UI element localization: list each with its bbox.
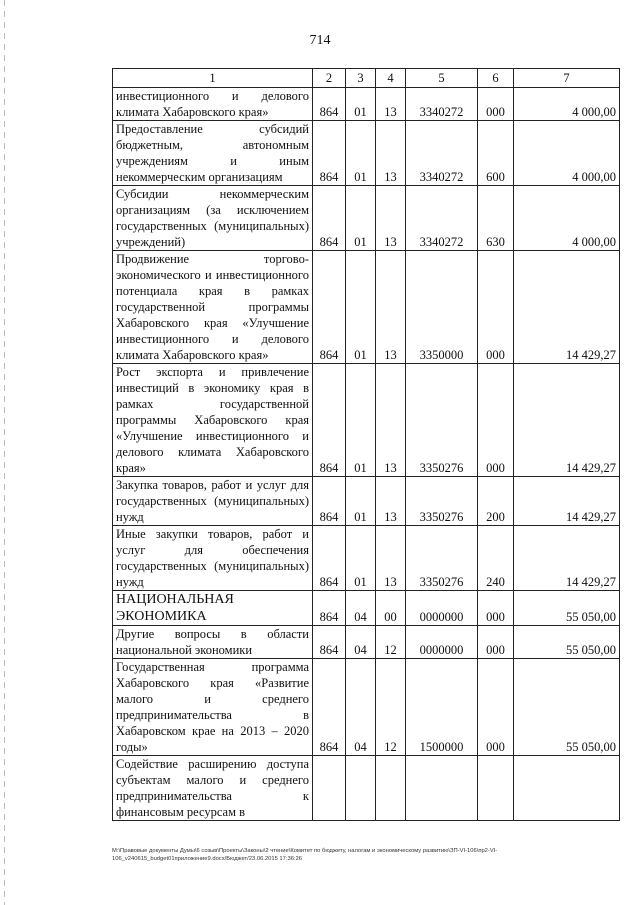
table-row xyxy=(113,526,620,591)
target-article-cell: 3340272 xyxy=(406,88,478,121)
code-cell: 864 xyxy=(313,251,346,364)
expense-type-cell: 000 xyxy=(478,251,514,364)
row-name-cell: Субсидии некоммерческим организациям (за исключением государственных (муниципальных) учреждений) xyxy=(113,186,313,251)
expense-type-cell: 000 xyxy=(478,626,514,659)
table-row xyxy=(113,186,620,251)
page-number: 714 xyxy=(309,33,331,48)
row-name-cell: Другие вопросы в области национальной экономики xyxy=(113,626,313,659)
amount-cell: 55 050,00 xyxy=(514,591,620,626)
row-name-cell: НАЦИОНАЛЬНАЯ ЭКОНОМИКА xyxy=(113,591,313,626)
expense-type-cell: 600 xyxy=(478,121,514,186)
table-row xyxy=(113,659,620,756)
expense-type-cell: 200 xyxy=(478,477,514,526)
row-name-cell: Содействие расширению доступа субъектам малого и среднего предпринимательства к финансовым ресурсам в xyxy=(113,756,313,821)
subsection-cell: 13 xyxy=(376,121,406,186)
expense-type-cell: 000 xyxy=(478,659,514,756)
code-cell xyxy=(313,756,346,821)
subsection-cell: 13 xyxy=(376,251,406,364)
target-article-cell xyxy=(406,756,478,821)
subsection-cell: 13 xyxy=(376,526,406,591)
amount-cell: 14 429,27 xyxy=(514,477,620,526)
expense-type-cell: 630 xyxy=(478,186,514,251)
expense-type-cell xyxy=(478,756,514,821)
section-cell: 01 xyxy=(346,364,376,477)
amount-cell: 55 050,00 xyxy=(514,659,620,756)
amount-cell xyxy=(514,756,620,821)
section-cell: 01 xyxy=(346,526,376,591)
amount-cell: 4 000,00 xyxy=(514,121,620,186)
expense-type-cell: 000 xyxy=(478,88,514,121)
expense-type-cell: 240 xyxy=(478,526,514,591)
expense-type-cell: 000 xyxy=(478,591,514,626)
table-row xyxy=(113,121,620,186)
section-cell: 04 xyxy=(346,591,376,626)
code-cell: 864 xyxy=(313,186,346,251)
amount-cell: 14 429,27 xyxy=(514,251,620,364)
target-article-cell: 0000000 xyxy=(406,591,478,626)
col-header: 2 xyxy=(313,69,346,88)
row-name-cell: Закупка товаров, работ и услуг для государственных (муниципальных) нужд xyxy=(113,477,313,526)
table-row xyxy=(113,364,620,477)
table-row xyxy=(113,626,620,659)
table-row xyxy=(113,756,620,821)
amount-cell: 4 000,00 xyxy=(514,88,620,121)
target-article-cell: 3350276 xyxy=(406,477,478,526)
table-header-row xyxy=(113,69,620,88)
table-row xyxy=(113,591,620,626)
scan-edge-artifact xyxy=(4,0,5,905)
col-header: 7 xyxy=(514,69,620,88)
row-name-cell: Продвижение торгово-экономического и инвестиционного потенциала края в рамках государственной программы Хабаровского края «Улучшение инвестиционного и делового климата Хабаровского края» xyxy=(113,251,313,364)
subsection-cell: 13 xyxy=(376,88,406,121)
section-cell xyxy=(346,756,376,821)
col-header: 6 xyxy=(478,69,514,88)
section-cell: 01 xyxy=(346,251,376,364)
section-cell: 04 xyxy=(346,659,376,756)
table-row xyxy=(113,88,620,121)
target-article-cell: 3350276 xyxy=(406,364,478,477)
target-article-cell: 3340272 xyxy=(406,186,478,251)
section-cell: 04 xyxy=(346,626,376,659)
table-row xyxy=(113,251,620,364)
subsection-cell xyxy=(376,756,406,821)
code-cell: 864 xyxy=(313,477,346,526)
amount-cell: 55 050,00 xyxy=(514,626,620,659)
footer-line: М:\Правовые документы Думы\6 созыв\Проекты\Законы\2 чтение\Комитет по бюджету, налогам и экономическому развитию\ЗП-VI-106\пр2-VI- xyxy=(112,848,498,854)
col-header: 5 xyxy=(406,69,478,88)
row-name-cell: Предоставление субсидий бюджетным, автономным учреждениям и иным некоммерческим организациям xyxy=(113,121,313,186)
target-article-cell: 3340272 xyxy=(406,121,478,186)
subsection-cell: 12 xyxy=(376,626,406,659)
row-name-cell: Рост экспорта и привлечение инвестиций в экономику края в рамках государственной программы Хабаровского края «Улучшение инвестиционного и делового климата Хабаровского края» xyxy=(113,364,313,477)
section-cell: 01 xyxy=(346,121,376,186)
table-row xyxy=(113,477,620,526)
file-path-footer xyxy=(112,847,622,863)
target-article-cell: 0000000 xyxy=(406,626,478,659)
row-name-cell: Государственная программа Хабаровского края «Развитие малого и среднего предпринимательства в Хабаровском крае на 2013 – 2020 годы» xyxy=(113,659,313,756)
section-cell: 01 xyxy=(346,88,376,121)
code-cell: 864 xyxy=(313,364,346,477)
amount-cell: 14 429,27 xyxy=(514,364,620,477)
code-cell: 864 xyxy=(313,88,346,121)
code-cell: 864 xyxy=(313,121,346,186)
section-cell: 01 xyxy=(346,477,376,526)
col-header: 4 xyxy=(376,69,406,88)
amount-cell: 4 000,00 xyxy=(514,186,620,251)
subsection-cell: 13 xyxy=(376,477,406,526)
row-name-cell: инвестиционного и делового климата Хабаровского края» xyxy=(113,88,313,121)
code-cell: 864 xyxy=(313,591,346,626)
budget-table xyxy=(112,68,620,821)
target-article-cell: 1500000 xyxy=(406,659,478,756)
code-cell: 864 xyxy=(313,626,346,659)
code-cell: 864 xyxy=(313,526,346,591)
subsection-cell: 00 xyxy=(376,591,406,626)
target-article-cell: 3350000 xyxy=(406,251,478,364)
expense-type-cell: 000 xyxy=(478,364,514,477)
subsection-cell: 13 xyxy=(376,186,406,251)
subsection-cell: 13 xyxy=(376,364,406,477)
section-cell: 01 xyxy=(346,186,376,251)
footer-line: 106_v240615_budget01приложение9.docx/Бюджет/23.06.2015 17:36:26 xyxy=(112,856,302,862)
code-cell: 864 xyxy=(313,659,346,756)
subsection-cell: 12 xyxy=(376,659,406,756)
col-header: 3 xyxy=(346,69,376,88)
amount-cell: 14 429,27 xyxy=(514,526,620,591)
target-article-cell: 3350276 xyxy=(406,526,478,591)
row-name-cell: Иные закупки товаров, работ и услуг для обеспечения государственных (муниципальных) нужд xyxy=(113,526,313,591)
col-header: 1 xyxy=(113,69,313,88)
